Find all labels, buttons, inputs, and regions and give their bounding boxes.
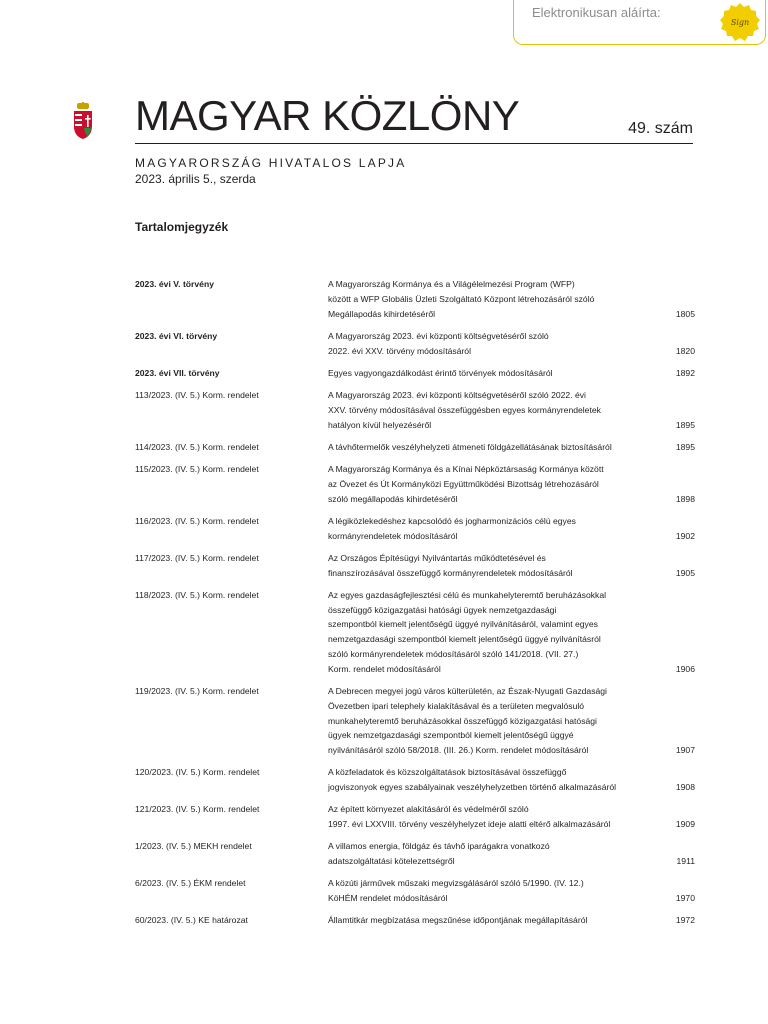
toc-entry [135, 462, 695, 506]
toc-entry-description [328, 514, 648, 544]
toc-entry-description-line: A Magyarország Kormánya és a Világélelmezési Program (WFP) [328, 279, 575, 289]
toc-entry-reference: 2023. évi VI. törvény [135, 330, 218, 341]
toc-entry-page-number: 1907 [675, 745, 695, 756]
signature-seal-icon [720, 2, 760, 42]
electronic-signature-box [513, 0, 766, 45]
toc-entry-reference: 1/2023. (IV. 5.) MEKH rendelet [135, 841, 252, 852]
toc-entry-page-number: 1906 [675, 663, 695, 674]
toc-entry-description [328, 388, 648, 432]
toc-entry-description-line: Az egyes gazdaságfejlesztési célú és munkahelyteremtő beruházásokkal [328, 589, 607, 600]
toc-entry-description-line: A villamos energia, földgáz és távhő iparágakra vonatkozó [328, 841, 550, 852]
toc-entry-description-line: nemzetgazdasági szempontból kiemelt jelentőségű üggyé nyilvánításról [328, 634, 601, 645]
toc-entry-reference: 118/2023. (IV. 5.) Korm. rendelet [135, 589, 259, 600]
toc-entry-description-line: XXV. törvény módosításával összefüggésben egyes kormányrendeletek [328, 404, 601, 415]
toc-entry-description-line: Az épített környezet alakításáról és védelméről szóló [328, 804, 529, 815]
toc-entry-description-line: jogviszonyok egyes szabályainak veszélyhelyzetben történő alkalmazásáról [328, 782, 617, 793]
toc-entry-page-number: 1820 [675, 345, 695, 356]
issue-number: 49. szám [628, 120, 693, 137]
toc-entry-description-line: A közúti járművek műszaki megvizsgálásáról szóló 5/1990. (IV. 12.) [328, 878, 584, 889]
toc-entry-description-line: Megállapodás kihirdetéséről [328, 308, 436, 319]
toc-entry-description [328, 551, 648, 581]
toc-entry-reference: 113/2023. (IV. 5.) Korm. rendelet [135, 390, 259, 400]
toc-entry-description-line: munkahelyteremtő beruházásokkal összefüggő közigazgatási hatósági [328, 715, 597, 726]
toc-entry-description [328, 440, 648, 455]
toc-entry-description [328, 462, 648, 506]
toc-entry [135, 588, 695, 677]
toc-entry [135, 839, 695, 869]
toc-entry-description-line: Korm. rendelet módosításáról [328, 663, 441, 674]
toc-entry [135, 876, 695, 906]
toc-heading: Tartalomjegyzék [135, 220, 229, 234]
toc-entry-description-line: A légiközlekedéshez kapcsolódó és jogharmonizációs célú egyes [328, 515, 576, 526]
toc-entry-page-number: 1898 [675, 493, 695, 504]
toc-entry-description [328, 366, 648, 381]
toc-entry-description [328, 277, 648, 321]
toc-entry-description [328, 765, 648, 795]
toc-entry-description-line: adatszolgáltatási kötelezettségről [328, 856, 455, 867]
toc-entry-description [328, 839, 648, 869]
toc-entry [135, 366, 695, 381]
toc-entry-description [328, 588, 648, 677]
toc-entry-page-number: 1892 [675, 367, 695, 378]
toc-entry-page-number: 1908 [675, 782, 695, 793]
toc-entry-page-number: 1909 [675, 819, 695, 830]
toc-entry [135, 551, 695, 581]
toc-entry-description [328, 913, 648, 928]
toc-entry-description-line: KöHÉM rendelet módosításáról [328, 893, 448, 904]
toc-entry-reference: 60/2023. (IV. 5.) KE határozat [135, 915, 248, 926]
toc-entry-description-line: nyilvánításáról szóló 58/2018. (III. 26.) Korm. rendelet módosításáról [328, 745, 589, 756]
toc-entry-description [328, 802, 648, 832]
toc-entry-page-number: 1895 [675, 441, 695, 452]
signature-label: Elektronikusan aláírta: [532, 5, 661, 20]
toc-entry-reference: 115/2023. (IV. 5.) Korm. rendelet [135, 464, 259, 474]
toc-entry-reference: 6/2023. (IV. 5.) ÉKM rendelet [135, 878, 246, 889]
toc-entry-reference: 120/2023. (IV. 5.) Korm. rendelet [135, 767, 260, 778]
toc-entry-description-line: A Magyarország 2023. évi központi költségvetéséről szóló [328, 330, 549, 341]
gazette-subtitle: MAGYARORSZÁG HIVATALOS LAPJA [135, 156, 407, 170]
toc-entry-page-number: 1902 [675, 530, 695, 541]
toc-entry-description-line: az Övezet és Út Kormányközi Együttműködési Bizottság létrehozásáról [328, 478, 599, 489]
toc-entry-page-number: 1905 [675, 567, 695, 578]
toc-entry-description-line: kormányrendeletek módosításáról [328, 530, 458, 541]
header-divider [135, 143, 693, 144]
toc-entry-description-line: finanszírozásával összefüggő kormányrendeletek módosításáról [328, 567, 573, 578]
toc-entry-description-line: A távhőtermelők veszélyhelyzeti átmeneti földgázellátásának biztosításáról [328, 441, 612, 452]
toc-entry-page-number: 1970 [675, 893, 695, 904]
toc-entry-description-line: összefüggő közigazgatási hatósági ügyek nemzetgazdasági [328, 604, 557, 615]
toc-entry-description-line: ügyek nemzetgazdasági szempontból kiemelt jelentőségű üggyé [328, 730, 574, 741]
toc-entry-description-line: A Magyarország 2023. évi központi költségvetéséről szóló 2022. évi [328, 390, 586, 400]
toc-entry-description-line: szóló kormányrendeletek módosításáról szóló 141/2018. (VII. 27.) [328, 648, 579, 659]
toc-entry [135, 765, 695, 795]
toc-entry-reference: 121/2023. (IV. 5.) Korm. rendelet [135, 804, 260, 815]
toc-entry-description-line: Egyes vagyongazdálkodást érintő törvények módosításáról [328, 367, 553, 378]
toc-entry [135, 684, 695, 758]
toc-entry-description [328, 684, 648, 758]
hungarian-coat-of-arms-icon [72, 102, 94, 140]
toc-entry-description-line: 2022. évi XXV. törvény módosításáról [328, 345, 471, 356]
toc-entry-reference: 114/2023. (IV. 5.) Korm. rendelet [135, 441, 259, 452]
toc-entry-description-line: A közfeladatok és közszolgáltatások biztosításával összefüggő [328, 767, 567, 778]
toc-entry-description-line: Övezetben ipari telephely kialakításával és a területen megvalósuló [328, 700, 585, 711]
toc-entry-reference: 117/2023. (IV. 5.) Korm. rendelet [135, 552, 259, 563]
toc-entry [135, 388, 695, 432]
toc-entry-page-number: 1972 [675, 915, 695, 926]
toc-entry-description-line: Államtitkár megbízatása megszűnése időpontjának megállapításáról [328, 915, 588, 926]
toc-entry [135, 913, 695, 928]
toc-entry [135, 514, 695, 544]
toc-entry-description-line: szóló megállapodás kihirdetéséről [328, 493, 458, 504]
toc-entry-reference: 119/2023. (IV. 5.) Korm. rendelet [135, 686, 259, 696]
seal-text: Sign [730, 18, 750, 27]
toc-entry-reference: 2023. évi V. törvény [135, 279, 214, 289]
toc-entry-description [328, 876, 648, 906]
toc-entry-description-line: 1997. évi LXXVIII. törvény veszélyhelyzet ideje alatti eltérő alkalmazásáról [328, 819, 611, 830]
toc-entry-description-line: A Magyarország Kormánya és a Kínai Népköztársaság Kormánya között [328, 464, 604, 474]
toc-entry-page-number: 1911 [676, 856, 695, 867]
toc-entry-description-line: között a WFP Globális Üzleti Szolgáltató Központ létrehozásáról szóló [328, 293, 595, 304]
toc-entry [135, 440, 695, 455]
toc-entry-page-number: 1895 [675, 419, 695, 430]
toc-entry-description [328, 329, 648, 359]
toc-entry [135, 329, 695, 359]
toc-entry [135, 277, 695, 321]
toc-entry-description-line: A Debrecen megyei jogú város külterületén, az Észak-Nyugati Gazdasági [328, 686, 607, 696]
toc-entry-reference: 116/2023. (IV. 5.) Korm. rendelet [135, 515, 259, 526]
toc-entry-page-number: 1805 [675, 308, 695, 319]
publication-date: 2023. április 5., szerda [135, 172, 256, 186]
toc-entry-description-line: hatályon kívül helyezéséről [328, 419, 432, 430]
gazette-title: MAGYAR KÖZLÖNY [135, 92, 520, 139]
toc-entry-description-line: Az Országos Építésügyi Nyilvántartás működtetésével és [328, 552, 546, 563]
toc-entry [135, 802, 695, 832]
toc-entry-description-line: szempontból kiemelt jelentőségű üggyé nyilvánításáról, valamint egyes [328, 619, 598, 630]
toc-entry-reference: 2023. évi VII. törvény [135, 367, 220, 378]
